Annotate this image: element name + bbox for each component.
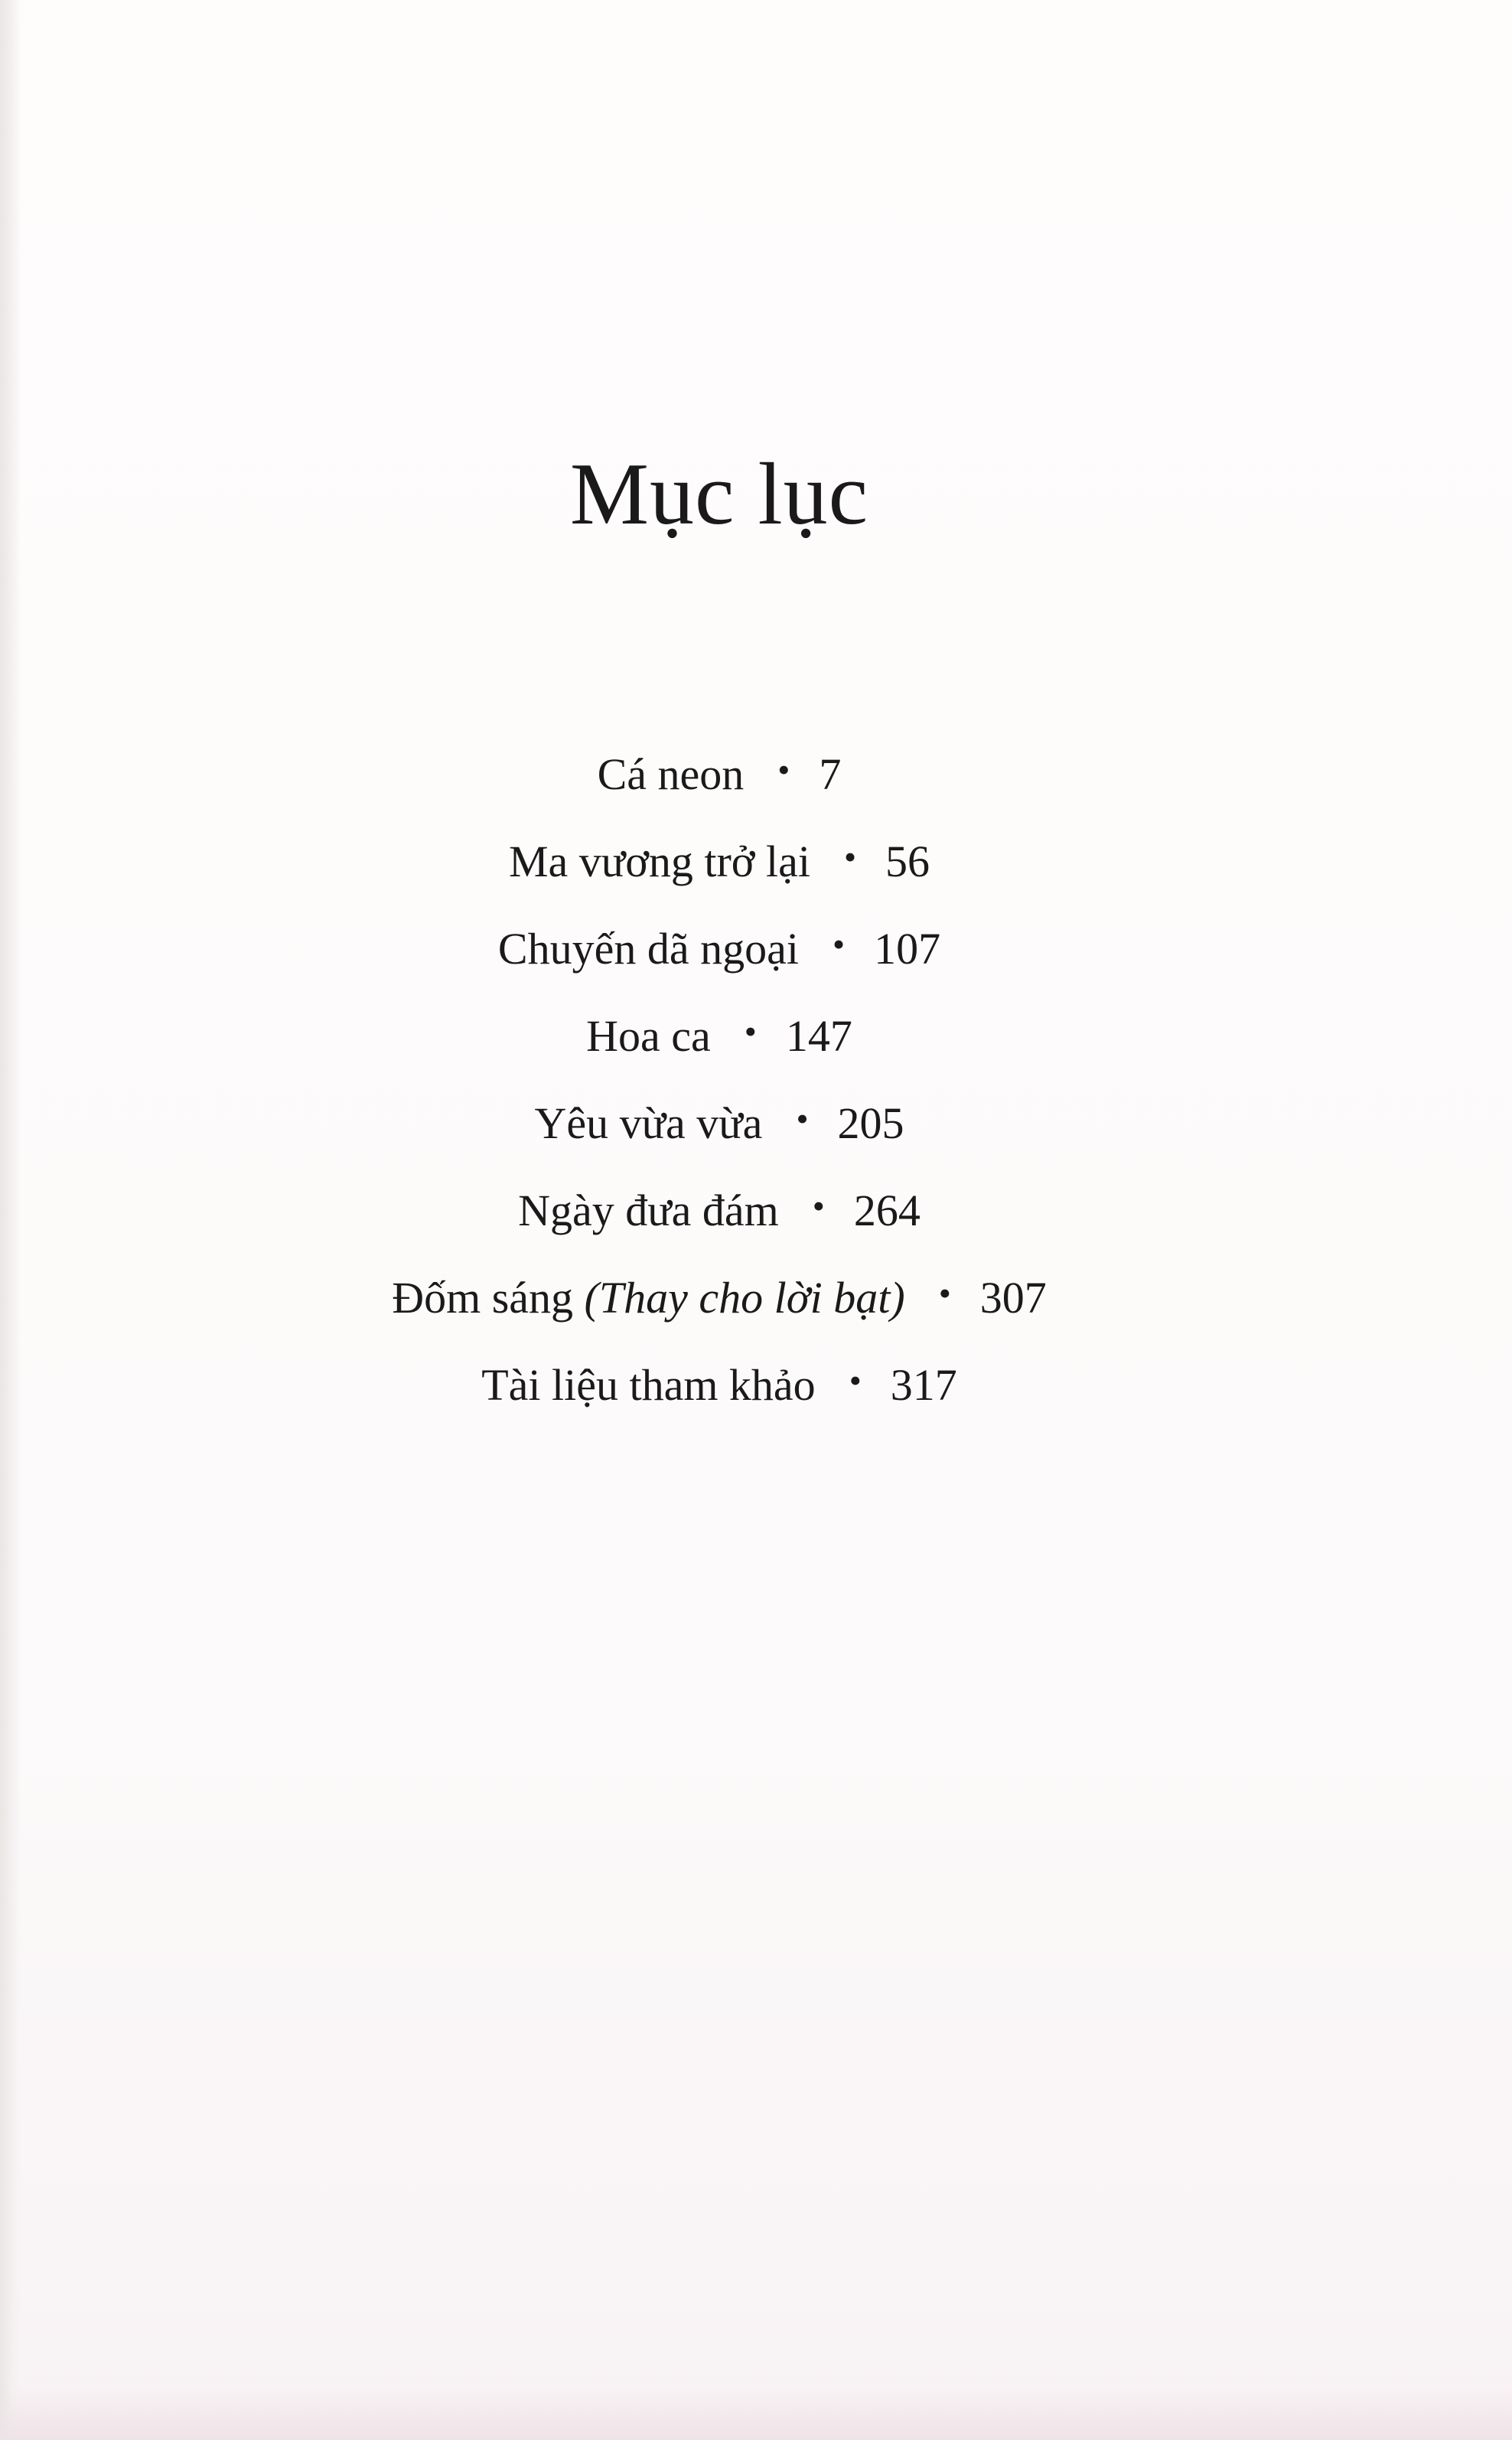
toc-entry: [0, 993, 1439, 1080]
toc-entry-title: Chuyến dã ngoại: [497, 924, 799, 974]
page-title: Mục lục: [569, 445, 869, 543]
table-of-contents: [0, 731, 1439, 1429]
toc-entry-page: 307: [979, 1273, 1047, 1323]
toc-entry-subtitle: (Thay cho lời bạt): [584, 1273, 905, 1323]
toc-bullet-separator: •: [938, 1274, 951, 1313]
toc-entry-page: 7: [819, 749, 842, 799]
toc-entry-page: 264: [853, 1186, 921, 1235]
toc-entry: [0, 1080, 1439, 1167]
toc-entry-title: Cá neon: [597, 749, 745, 799]
page-bottom-edge: [0, 2386, 1512, 2440]
toc-bullet-separator: •: [849, 1361, 862, 1400]
toc-bullet-separator: •: [777, 750, 790, 789]
toc-entry-title-main: Đốm sáng: [392, 1273, 574, 1323]
toc-entry-title: Tài liệu tham khảo: [481, 1360, 816, 1410]
toc-bullet-separator: •: [796, 1099, 809, 1138]
toc-entry-title: Ma vương trở lại: [508, 837, 810, 886]
toc-entry: [0, 731, 1439, 818]
toc-entry-page: 107: [874, 924, 941, 974]
toc-entry-title: Hoa ca: [586, 1011, 711, 1061]
toc-entry-page: 56: [885, 837, 930, 886]
toc-bullet-separator: •: [832, 925, 846, 964]
toc-entry: [0, 1167, 1439, 1254]
toc-entry: [0, 1342, 1439, 1429]
toc-entry-title: Yêu vừa vừa: [534, 1098, 763, 1148]
toc-entry: [0, 818, 1439, 905]
toc-entry-page: 317: [890, 1360, 957, 1410]
toc-entry-page: 147: [785, 1011, 852, 1061]
toc-entry: [0, 905, 1439, 993]
toc-entry-page: 205: [837, 1098, 904, 1148]
toc-bullet-separator: •: [812, 1186, 825, 1225]
toc-bullet-separator: •: [843, 837, 857, 876]
toc-entry: [0, 1254, 1439, 1342]
toc-entry-title: Ngày đưa đám: [518, 1186, 779, 1235]
toc-entry-title: [392, 1273, 905, 1323]
toc-bullet-separator: •: [744, 1012, 757, 1051]
